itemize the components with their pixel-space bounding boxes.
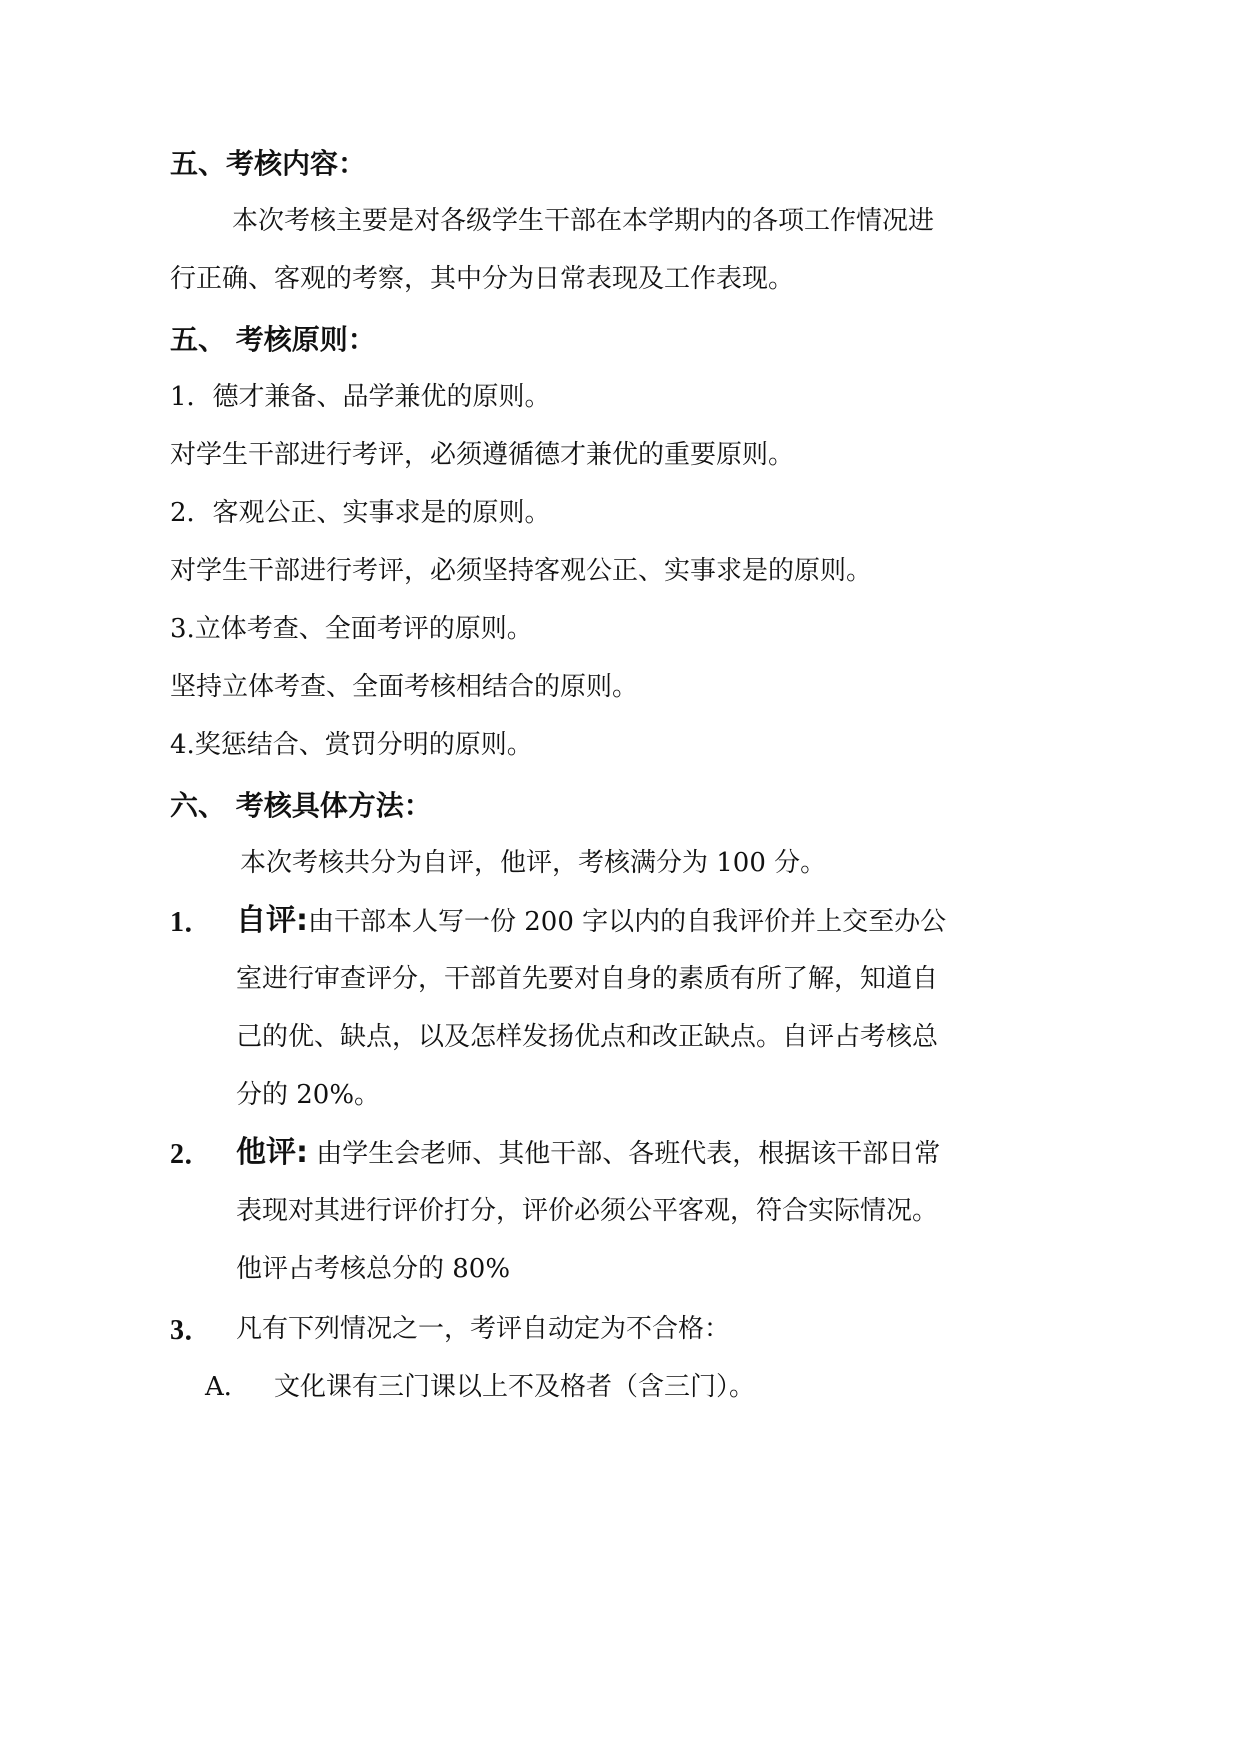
list-item-number: 2． [170, 1139, 213, 1170]
principle-description: 对学生干部进行考评，必须坚持客观公正、实事求是的原则。 [170, 556, 873, 586]
methods-intro: 本次考核共分为自评，他评，考核满分为 100 分。 [240, 848, 827, 878]
principle-title: 1．德才兼备、品学兼优的原则。 [170, 382, 551, 412]
paragraph-line: 行正确、客观的考察，其中分为日常表现及工作表现。 [170, 264, 795, 294]
list-item-line: 凡有下列情况之一，考评自动定为不合格： [236, 1314, 731, 1344]
sub-item-text: 文化课有三门课以上不及格者（含三门）。 [274, 1372, 756, 1402]
list-item-text: 由学生会老师、其他干部、各班代表，根据该干部日常 [308, 1139, 941, 1169]
section-heading-methods: 六、 考核具体方法： [170, 789, 432, 822]
sub-item-letter: A． [205, 1372, 250, 1402]
section-heading-content: 五、考核内容： [170, 147, 367, 180]
list-item-line: 室进行审查评分，干部首先要对自身的素质有所了解，知道自 [236, 964, 939, 994]
list-item-line: 分的 20%。 [236, 1080, 381, 1110]
list-item-line: 他评占考核总分的 80% [236, 1254, 511, 1284]
principle-title: 4.奖惩结合、赏罚分明的原则。 [170, 730, 533, 760]
paragraph-line: 本次考核主要是对各级学生干部在本学期内的各项工作情况进 [232, 206, 935, 236]
self-evaluation-label: 自评: [236, 903, 308, 938]
list-item-number: 3． [170, 1315, 213, 1346]
list-item-line [236, 1136, 940, 1171]
principle-description: 对学生干部进行考评，必须遵循德才兼优的重要原则。 [170, 440, 795, 470]
principle-description: 坚持立体考查、全面考核相结合的原则。 [170, 672, 639, 702]
list-item-line: 己的优、缺点，以及怎样发扬优点和改正缺点。自评占考核总 [236, 1022, 939, 1052]
list-item-text: 由干部本人写一份 200 字以内的自我评价并上交至办公 [308, 907, 947, 937]
list-item-line [236, 904, 946, 939]
principle-title: 2．客观公正、实事求是的原则。 [170, 498, 551, 528]
peer-evaluation-label: 他评: [236, 1135, 308, 1170]
list-item-number: 1． [170, 907, 213, 938]
principle-title: 3.立体考查、全面考评的原则。 [170, 614, 533, 644]
section-heading-principles: 五、 考核原则： [170, 323, 376, 356]
list-item-line: 表现对其进行评价打分，评价必须公平客观，符合实际情况。 [236, 1196, 939, 1226]
